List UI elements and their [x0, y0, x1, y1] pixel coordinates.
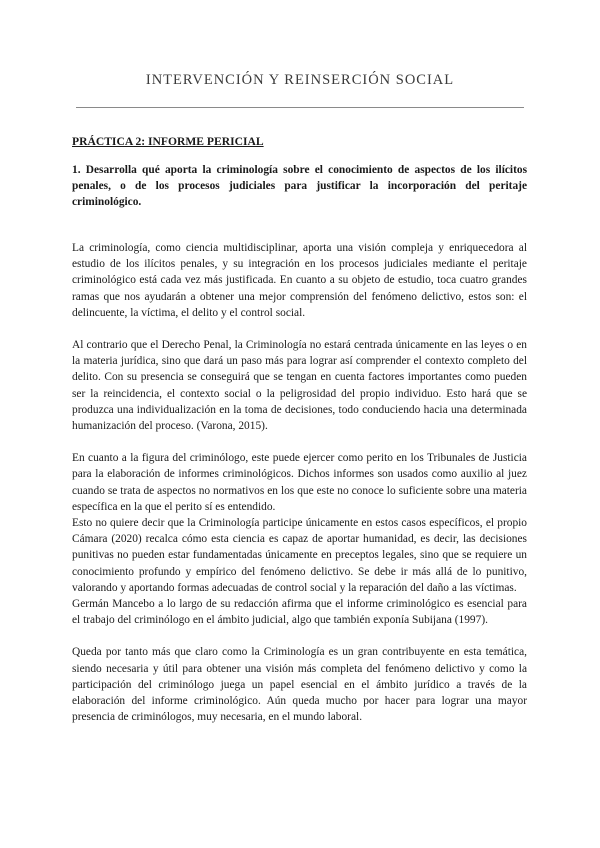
- paragraph-mancebo: Germán Mancebo a lo largo de su redacción afirma que el informe criminológico es esencial para el trabajo del criminólogo en el ámbito judicial, algo que también exponía Subijana (1997).: [72, 598, 527, 627]
- question-heading: 1. Desarrolla qué aporta la criminología sobre el conocimiento de aspectos de los ilícitos penales, o de los procesos judiciales para justificar la incorporación del peritaje criminológico.: [72, 164, 527, 208]
- header-divider: [76, 107, 524, 108]
- paragraph-camara: Esto no quiere decir que la Criminología participe únicamente en estos casos específicos, el propio Cámara (2020) recalca cómo esta ciencia es capaz de aportar humanidad, es decir, las decisiones punitivas no pueden estar fundamentadas únicamente en preceptos legales, sino que se requiere un conocimiento profundo y empírico del fenómeno delictivo. Se debe ir más allá de lo punitivo, valorando y aportando formas adecuadas de control social y la reparación del daño a las víctimas.: [72, 517, 527, 594]
- document-body: [72, 135, 527, 725]
- paragraph-conclusion: Queda por tanto más que claro como la Criminología es un gran contribuyente en esta temática, siendo necesaria y útil para obtener una visión más completa del fenómeno delictivo y como la participación del criminólogo juega un papel esencial en el ámbito jurídico a través de la elaboración del informe criminológico. Aún queda mucho por hacer para lograr una mayor presencia de criminólogos, muy necesaria, en el mundo laboral.: [72, 646, 527, 724]
- paragraph-criminologo: En cuanto a la figura del criminólogo, este puede ejercer como perito en los Tribunales de Justicia para la elaboración de informes criminológicos. Dichos informes son usados como auxilio al juez cuando se trata de aspectos no normativos en los que este no conoce lo suficiente sobre una materia específica en la que el perito sí es entendido.: [72, 452, 527, 513]
- paragraph-intro: La criminología, como ciencia multidisciplinar, aporta una visión compleja y enriquecedora al estudio de los ilícitos penales, y su integración en los procesos judiciales mediante el peritaje criminológico está cada vez más justificada. En cuanto a su objeto de estudio, toca cuatro grandes ramas que nos ayudarán a obtener una mejor comprensión del fenómeno delictivo, estos son: el delincuente, la víctima, el delito y el control social.: [72, 242, 527, 319]
- paragraph-derecho-penal: Al contrario que el Derecho Penal, la Criminología no estará centrada únicamente en las leyes o en la materia jurídica, sino que dará un paso más para lograr así comprender el contexto completo del delito. Con su presencia se conseguirá que se tengan en cuenta factores importantes como pueden ser la reincidencia, el contexto social o la peligrosidad del propio individuo. Esto hará que se produzca una individualización en la toma de decisiones, todo conduciendo hacia una determinada humanización del proceso. (Varona, 2015).: [72, 339, 527, 433]
- practice-title: PRÁCTICA 2: INFORME PERICIAL: [72, 135, 264, 148]
- header-title: INTERVENCIÓN Y REINSERCIÓN SOCIAL: [145, 72, 455, 88]
